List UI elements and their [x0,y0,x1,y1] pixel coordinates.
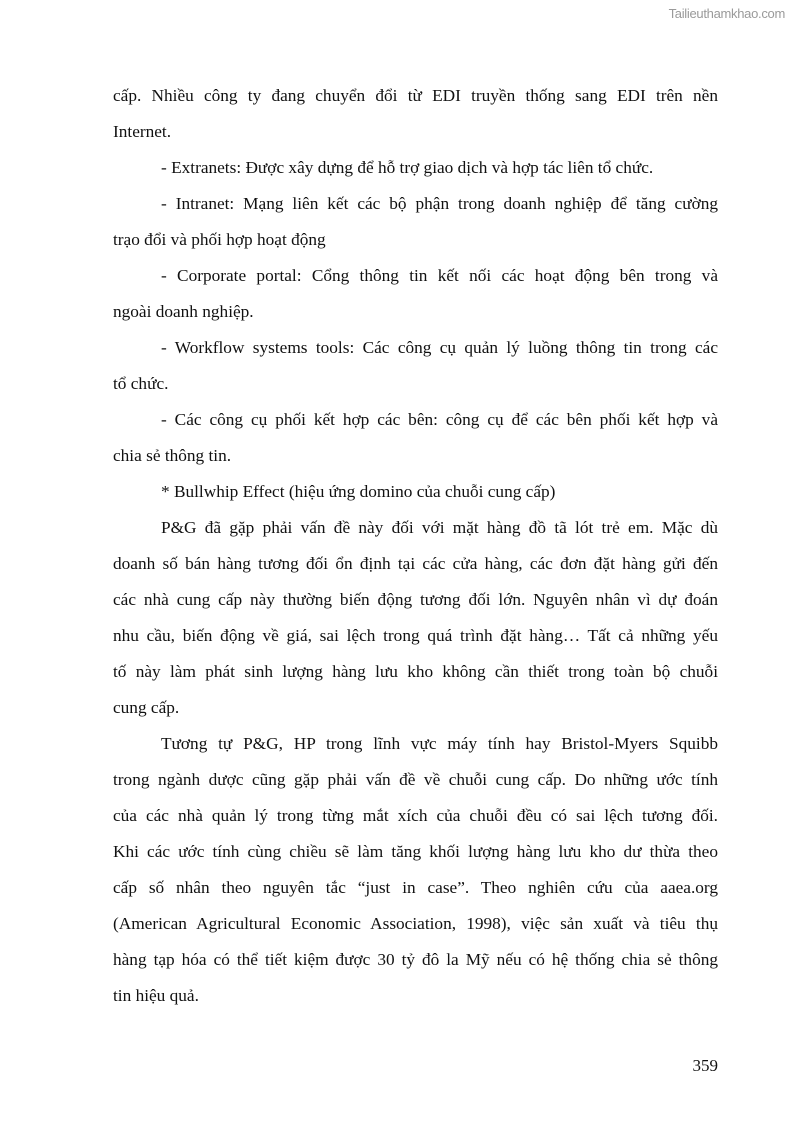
page-number: 359 [692,1056,718,1075]
paragraph [113,402,718,474]
text-line: tố này làm phát sinh lượng hàng lưu kho không cần thiết trong toàn bộ chuỗi [113,662,718,681]
text-line: - Corporate portal: Cổng thông tin kết nối các hoạt động bên trong và [161,266,718,285]
paragraph [113,474,718,510]
paragraph [113,510,718,726]
text-line: Khi các ước tính cùng chiều sẽ làm tăng khối lượng hàng lưu kho dư thừa theo [113,842,718,861]
paragraph [113,186,718,258]
document-body [113,78,718,1014]
text-line: P&G đã gặp phải vấn đề này đối với mặt hàng đồ tã lót trẻ em. Mặc dù [161,518,718,537]
text-line: trạo đổi và phối hợp hoạt động [113,230,326,249]
text-line: chia sẻ thông tin. [113,446,232,465]
text-line: các nhà cung cấp này thường biến động tương đối lớn. Nguyên nhân vì dự đoán [113,590,718,609]
text-line: Internet. [113,122,172,141]
paragraph [113,330,718,402]
text-line: - Các công cụ phối kết hợp các bên: công cụ để các bên phối kết hợp và [161,410,718,429]
text-line: của các nhà quản lý trong từng mắt xích của chuỗi đều có sai lệch tương đối. [113,806,718,825]
text-line: cấp số nhân theo nguyên tắc “just in case”. Theo nghiên cứu của aaea.org [113,878,718,897]
text-line: - Intranet: Mạng liên kết các bộ phận trong doanh nghiệp để tăng cường [161,194,718,213]
text-line: - Workflow systems tools: Các công cụ quản lý luồng thông tin trong các [161,338,718,357]
text-line: (American Agricultural Economic Association, 1998), việc sản xuất và tiêu thụ [113,914,718,933]
paragraph [113,150,718,186]
watermark: Tailieuthamkhao.com [668,6,785,21]
text-line: tổ chức. [113,374,169,393]
paragraph [113,78,718,150]
text-line: - Extranets: Được xây dựng để hỗ trợ giao dịch và hợp tác liên tổ chức. [161,158,654,177]
text-line: ngoài doanh nghiệp. [113,302,254,321]
text-line: nhu cầu, biến động về giá, sai lệch trong quá trình đặt hàng… Tất cả những yếu [113,626,718,645]
paragraph [113,258,718,330]
text-line: hàng tạp hóa có thể tiết kiệm được 30 tỷ đô la Mỹ nếu có hệ thống chia sẻ thông [113,950,718,969]
text-line: Tương tự P&G, HP trong lĩnh vực máy tính hay Bristol-Myers Squibb [161,734,718,753]
paragraph [113,726,718,1014]
text-line: doanh số bán hàng tương đối ổn định tại các cửa hàng, các đơn đặt hàng gửi đến [113,554,718,573]
text-line: trong ngành dược cũng gặp phải vấn đề về chuỗi cung cấp. Do những ước tính [113,770,718,789]
text-line: * Bullwhip Effect (hiệu ứng domino của chuỗi cung cấp) [161,482,556,501]
text-line: tin hiệu quả. [113,986,199,1005]
text-line: cung cấp. [113,698,180,717]
text-line: cấp. Nhiều công ty đang chuyển đổi từ EDI truyền thống sang EDI trên nền [113,86,718,105]
